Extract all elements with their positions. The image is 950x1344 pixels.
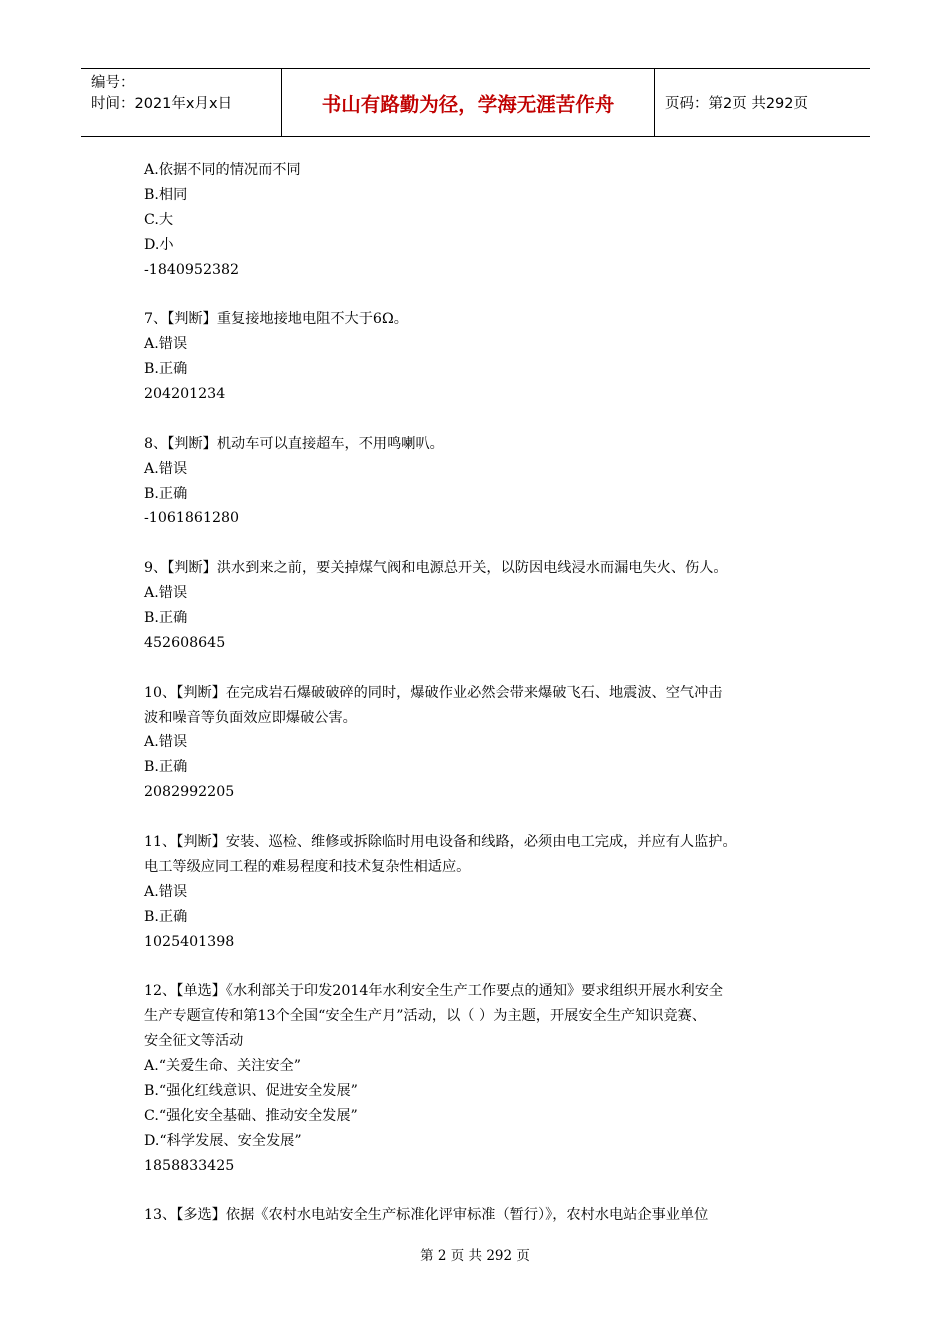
text-line: -1840952382 <box>144 261 240 278</box>
blank-line <box>144 531 824 556</box>
number-label: 编号： <box>91 75 135 91</box>
text-line: 7、【判断】重复接地接地电阻不大于6Ω。 <box>144 311 408 328</box>
blank-line <box>144 282 824 307</box>
text-line: B.正确 <box>144 485 188 502</box>
text-line: A.错误 <box>144 336 188 353</box>
blank-line <box>144 805 824 830</box>
text-line: B.正确 <box>144 610 188 627</box>
text-line: 10、【判断】在完成岩石爆破破碎的同时，爆破作业必然会带来爆破飞石、地震波、空气冲击 <box>144 684 723 701</box>
blank-line <box>144 407 824 432</box>
text-line: 1858833425 <box>144 1157 235 1174</box>
text-line: A.错误 <box>144 585 188 602</box>
text-line: 204201234 <box>144 386 226 403</box>
question-list <box>144 158 824 1228</box>
text-line: 8、【判断】机动车可以直接超车，不用鸣喇叭。 <box>144 435 444 452</box>
time-label: 时间：2021年x月x日 <box>91 96 233 112</box>
text-line: B.正确 <box>144 361 188 378</box>
text-line: D.小 <box>144 236 174 253</box>
text-line: A.错误 <box>144 460 188 477</box>
text-line: 11、【判断】安装、巡检、维修或拆除临时用电设备和线路，必须由电工完成，并应有人监护。 <box>144 834 737 851</box>
text-line: A.错误 <box>144 883 188 900</box>
text-line: B.相同 <box>144 186 188 203</box>
text-line: B.正确 <box>144 908 188 925</box>
text-line: C.“强化安全基础、推动安全发展” <box>144 1107 358 1124</box>
text-line: 波和噪音等负面效应即爆破公害。 <box>144 709 357 726</box>
page-number-label: 页码：第2页 共292页 <box>665 96 809 112</box>
blank-line <box>144 1179 824 1204</box>
text-line: B.“强化红线意识、促进安全发展” <box>144 1082 358 1099</box>
header-info-cell <box>81 69 282 136</box>
header-motto-cell <box>282 69 655 136</box>
text-line: 2082992205 <box>144 784 235 801</box>
text-line: 12、【单选】《水利部关于印发2014年水利安全生产工作要点的通知》要求组织开展水利安全 <box>144 983 724 1000</box>
page-footer: 第 2 页 共 292 页 <box>420 1248 530 1264</box>
text-line: A.“关爱生命、关注安全” <box>144 1058 301 1075</box>
text-line: -1061861280 <box>144 510 240 527</box>
blank-line <box>144 656 824 681</box>
blank-line <box>144 955 824 980</box>
text-line: D.“科学发展、安全发展” <box>144 1132 302 1149</box>
motto-text: 书山有路勤为径，学海无涯苦作舟 <box>321 92 615 116</box>
text-line: 452608645 <box>144 634 226 651</box>
text-line: A.错误 <box>144 734 188 751</box>
text-line: C.大 <box>144 211 174 228</box>
text-line: 1025401398 <box>144 933 235 950</box>
text-line: 电工等级应同工程的难易程度和技术复杂性相适应。 <box>144 858 471 875</box>
header-page-cell <box>655 69 870 136</box>
text-line: 13、【多选】依据《农村水电站安全生产标准化评审标准（暂行）》，农村水电站企事业单位 <box>144 1207 709 1224</box>
text-line: 安全征文等活动 <box>144 1033 244 1050</box>
page-header <box>81 68 870 137</box>
text-line: B.正确 <box>144 759 188 776</box>
text-line: A.依据不同的情况而不同 <box>144 162 301 178</box>
text-line: 9、【判断】洪水到来之前，要关掉煤气阀和电源总开关，以防因电线浸水而漏电失火、伤人。 <box>144 560 728 577</box>
text-line: 生产专题宣传和第13个全国“安全生产月”活动，以（ ）为主题，开展安全生产知识竞赛、 <box>144 1008 707 1025</box>
